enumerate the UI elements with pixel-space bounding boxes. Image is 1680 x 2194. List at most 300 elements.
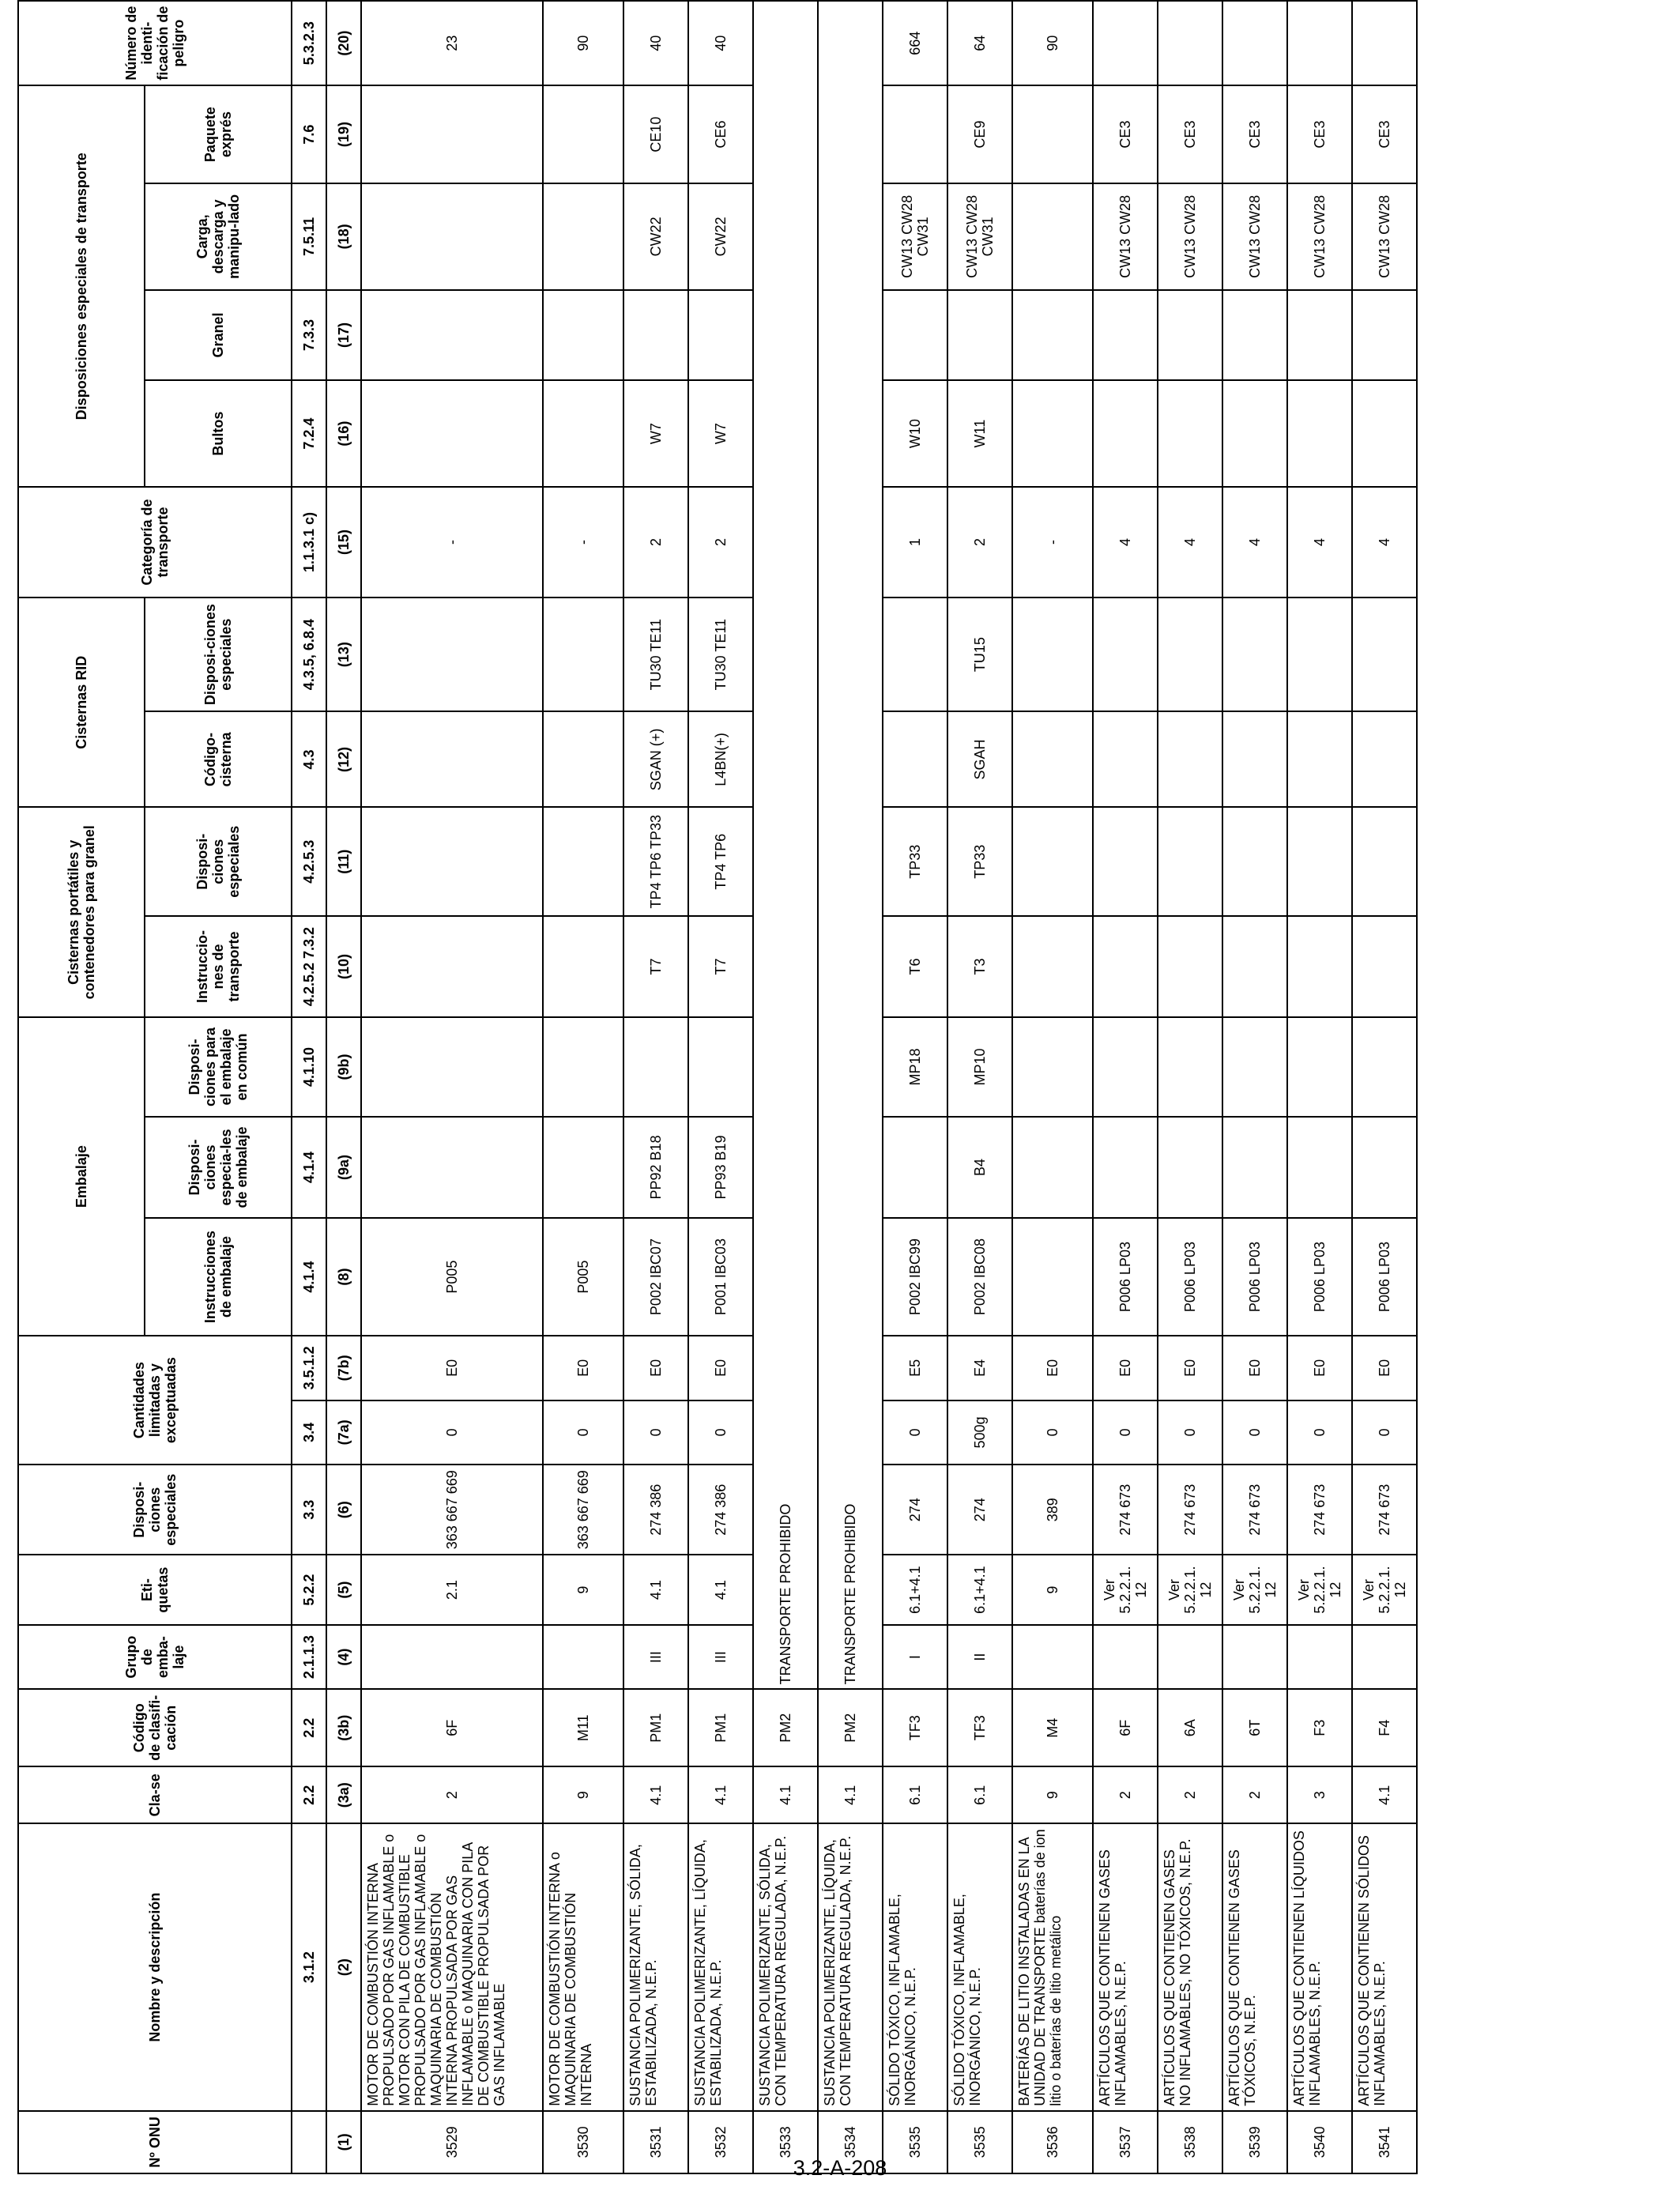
cell-packing-group — [1012, 1625, 1093, 1690]
cell-express — [1012, 85, 1093, 183]
cell-rid-special — [1158, 598, 1222, 711]
cell-class: 4.1 — [818, 1766, 883, 1823]
cell-name-description: MOTOR DE COMBUSTIÓN INTERNA o MAQUINARIA DE COMBUSTIÓN INTERNA — [543, 1823, 623, 2110]
cell-class: 2 — [1222, 1766, 1287, 1823]
header-special-provisions: Disposi-ciones especiales — [18, 1465, 292, 1555]
header-class: Cla-se — [18, 1766, 292, 1823]
cell-limited-quantity: 0 — [1093, 1400, 1158, 1465]
cell-packing-special — [543, 1117, 623, 1218]
table-row — [753, 1, 818, 2173]
cell-packages: W10 — [883, 380, 947, 487]
cell-special-provisions: 363 667 669 — [361, 1465, 543, 1555]
cell-packing-instruction: P002 IBC07 — [623, 1218, 688, 1336]
cell-bulk — [1012, 290, 1093, 380]
dangerous-goods-table — [17, 0, 1418, 2174]
cell-bulk — [688, 290, 753, 380]
cell-tank-special — [1012, 808, 1093, 916]
cell-packing-group: III — [688, 1625, 753, 1690]
cell-bulk — [1158, 290, 1222, 380]
cell-tank-instruction: T7 — [688, 916, 753, 1017]
ref-cell: 2.2 — [292, 1689, 326, 1766]
cell-bulk — [543, 290, 623, 380]
cell-excepted-quantity: E0 — [1093, 1336, 1158, 1400]
cell-un-number: 3536 — [1012, 2111, 1093, 2173]
cell-tank-code — [1158, 711, 1222, 807]
cell-transport-category: 1 — [883, 487, 947, 598]
cell-classification-code: TF3 — [947, 1689, 1012, 1766]
cell-express: CE9 — [947, 85, 1012, 183]
cell-tank-special — [1093, 808, 1158, 916]
table-row — [1158, 1, 1222, 2173]
cell-classification-code: F4 — [1352, 1689, 1417, 1766]
cell-excepted-quantity: E5 — [883, 1336, 947, 1400]
cell-un-number: 3529 — [361, 2111, 543, 2173]
cell-transport-category: 2 — [947, 487, 1012, 598]
cell-tank-instruction — [1352, 916, 1417, 1017]
cell-loading: CW22 — [623, 183, 688, 290]
cell-packing-group: II — [947, 1625, 1012, 1690]
cell-tank-code — [1093, 711, 1158, 807]
table-row — [1352, 1, 1417, 2173]
cell-packing-instruction: P006 LP03 — [1287, 1218, 1352, 1336]
colnum-cell: (17) — [326, 290, 361, 380]
cell-mixed-packing: MP18 — [883, 1017, 947, 1117]
cell-transport-category: 4 — [1093, 487, 1158, 598]
cell-transport-category: - — [543, 487, 623, 598]
cell-loading: CW13 CW28 — [1352, 183, 1417, 290]
table-row — [1222, 1, 1287, 2173]
cell-class: 9 — [543, 1766, 623, 1823]
cell-excepted-quantity: E4 — [947, 1336, 1012, 1400]
cell-tank-special — [1222, 808, 1287, 916]
cell-labels: 2.1 — [361, 1555, 543, 1625]
cell-packing-special: B4 — [947, 1117, 1012, 1218]
ref-cell: 3.1.2 — [292, 1823, 326, 2110]
ref-cell: 7.3.3 — [292, 290, 326, 380]
cell-un-number: 3540 — [1287, 2111, 1352, 2173]
cell-transport-category: 4 — [1222, 487, 1287, 598]
cell-tank-code — [883, 711, 947, 807]
cell-packages — [1222, 380, 1287, 487]
cell-labels: Ver 5.2.2.1. 12 — [1158, 1555, 1222, 1625]
header-mixed-packing: Disposi-ciones para el embalaje en común — [145, 1017, 292, 1117]
cell-mixed-packing — [623, 1017, 688, 1117]
colnum-cell: (10) — [326, 916, 361, 1017]
cell-tank-instruction — [1093, 916, 1158, 1017]
table-row — [1093, 1, 1158, 2173]
cell-packing-instruction: P005 — [543, 1218, 623, 1336]
cell-mixed-packing: MP10 — [947, 1017, 1012, 1117]
cell-packing-instruction: P005 — [361, 1218, 543, 1336]
cell-loading: CW13 CW28 — [1158, 183, 1222, 290]
cell-class: 4.1 — [623, 1766, 688, 1823]
cell-express: CE3 — [1158, 85, 1222, 183]
header-rid-special: Disposi-ciones especiales — [145, 598, 292, 711]
cell-class: 2 — [361, 1766, 543, 1823]
ref-cell: 7.2.4 — [292, 380, 326, 487]
reference-row — [292, 1, 326, 2173]
cell-class: 4.1 — [688, 1766, 753, 1823]
page-number: 3.2-A-208 — [793, 2156, 887, 2180]
cell-un-number: 3530 — [543, 2111, 623, 2173]
cell-labels: 9 — [1012, 1555, 1093, 1625]
colnum-cell: (3a) — [326, 1766, 361, 1823]
cell-classification-code: PM2 — [818, 1689, 883, 1766]
table-row — [947, 1, 1012, 2173]
cell-mixed-packing — [688, 1017, 753, 1117]
cell-un-number: 3532 — [688, 2111, 753, 2173]
cell-transport-category: - — [1012, 487, 1093, 598]
cell-hazard-id — [1222, 1, 1287, 85]
cell-name-description: MOTOR DE COMBUSTIÓN INTERNA PROPULSADO POR GAS INFLAMABLE o MOTOR CON PILA DE COMBUSTIBLE PROPULSADO POR GAS INFLAMABLE o MAQUINARIA DE COMBUSTIÓN INTERNA PROPULSADA POR GAS INFLAMABLE o MAQUINARIA CON PILA DE COMBUSTIBLE PROPULSADA POR GAS INFLAMABLE — [361, 1823, 543, 2110]
colnum-cell: (6) — [326, 1465, 361, 1555]
ref-cell: 4.1.4 — [292, 1218, 326, 1336]
table-row — [361, 1, 543, 2173]
cell-rid-special: TU30 TE11 — [623, 598, 688, 711]
cell-name-description: SÓLIDO TÓXICO, INFLAMABLE, INORGÁNICO, N.E.P. — [883, 1823, 947, 2110]
cell-bulk — [361, 290, 543, 380]
ref-cell: 3.3 — [292, 1465, 326, 1555]
ref-cell: 2.1.1.3 — [292, 1625, 326, 1690]
cell-express — [543, 85, 623, 183]
ref-cell: 5.2.2 — [292, 1555, 326, 1625]
cell-packages: W7 — [688, 380, 753, 487]
cell-mixed-packing — [1222, 1017, 1287, 1117]
header-tank-special: Disposi-ciones especiales — [145, 808, 292, 916]
header-labels: Eti-quetas — [18, 1555, 292, 1625]
transport-prohibited-band: TRANSPORTE PROHIBIDO — [753, 1, 818, 1689]
cell-bulk — [883, 290, 947, 380]
ref-cell: 4.3 — [292, 711, 326, 807]
cell-transport-category: 2 — [623, 487, 688, 598]
cell-packing-special: PP93 B19 — [688, 1117, 753, 1218]
cell-un-number: 3531 — [623, 2111, 688, 2173]
transport-prohibited-band: TRANSPORTE PROHIBIDO — [818, 1, 883, 1689]
cell-tank-instruction: T7 — [623, 916, 688, 1017]
cell-un-number: 3541 — [1352, 2111, 1417, 2173]
cell-bulk — [1093, 290, 1158, 380]
cell-tank-special — [1287, 808, 1352, 916]
cell-name-description: ARTÍCULOS QUE CONTIENEN LÍQUIDOS INFLAMABLES, N.E.P. — [1287, 1823, 1352, 2110]
cell-labels: 4.1 — [688, 1555, 753, 1625]
colnum-cell: (8) — [326, 1218, 361, 1336]
cell-classification-code: M4 — [1012, 1689, 1093, 1766]
cell-tank-special: TP33 — [947, 808, 1012, 916]
cell-packages — [1012, 380, 1093, 487]
cell-excepted-quantity: E0 — [543, 1336, 623, 1400]
cell-packing-group — [1287, 1625, 1352, 1690]
cell-class: 9 — [1012, 1766, 1093, 1823]
cell-hazard-id: 40 — [688, 1, 753, 85]
cell-express: CE3 — [1287, 85, 1352, 183]
cell-tank-code: L4BN(+) — [688, 711, 753, 807]
cell-bulk — [1352, 290, 1417, 380]
header-loading: Carga, descarga y manipu-lado — [145, 183, 292, 290]
cell-limited-quantity: 0 — [883, 1400, 947, 1465]
cell-packing-group: I — [883, 1625, 947, 1690]
cell-loading: CW22 — [688, 183, 753, 290]
cell-tank-instruction — [1287, 916, 1352, 1017]
cell-special-provisions: 274 673 — [1352, 1465, 1417, 1555]
cell-tank-instruction — [543, 916, 623, 1017]
header-express: Paquete exprés — [145, 85, 292, 183]
cell-tank-code — [361, 711, 543, 807]
header-hazard-id: Número de identi-ficación de peligro — [18, 1, 292, 85]
table-row — [688, 1, 753, 2173]
cell-limited-quantity: 0 — [623, 1400, 688, 1465]
cell-tank-special: TP4 TP6 — [688, 808, 753, 916]
cell-bulk — [1287, 290, 1352, 380]
cell-express — [883, 85, 947, 183]
cell-bulk — [623, 290, 688, 380]
cell-packing-group — [361, 1625, 543, 1690]
cell-name-description: ARTÍCULOS QUE CONTIENEN GASES INFLAMABLES, N.E.P. — [1093, 1823, 1158, 2110]
colnum-cell: (20) — [326, 1, 361, 85]
cell-packing-special — [1093, 1117, 1158, 1218]
cell-packing-instruction — [1012, 1218, 1093, 1336]
cell-packing-special — [361, 1117, 543, 1218]
cell-tank-instruction — [1222, 916, 1287, 1017]
ref-cell: 4.1.10 — [292, 1017, 326, 1117]
colnum-cell: (13) — [326, 598, 361, 711]
cell-limited-quantity: 500g — [947, 1400, 1012, 1465]
cell-tank-instruction — [1012, 916, 1093, 1017]
cell-name-description: ARTÍCULOS QUE CONTIENEN GASES NO INFLAMABLES, NO TÓXICOS, N.E.P. — [1158, 1823, 1222, 2110]
column-number-row — [326, 1, 361, 2173]
table-row — [1287, 1, 1352, 2173]
cell-name-description: SUSTANCIA POLIMERIZANTE, LÍQUIDA, CON TEMPERATURA REGULADA, N.E.P. — [818, 1823, 883, 2110]
cell-packages: W7 — [623, 380, 688, 487]
cell-rid-special — [1287, 598, 1352, 711]
header-class-code: Código de clasifi-cación — [18, 1689, 292, 1766]
rotated-table-container — [17, 0, 1408, 2174]
cell-name-description: BATERÍAS DE LITIO INSTALADAS EN LA UNIDAD DE TRANSPORTE baterías de ion litio o baterías de litio metálico — [1012, 1823, 1093, 2110]
cell-labels: 6.1+4.1 — [947, 1555, 1012, 1625]
ref-cell: 7.5.11 — [292, 183, 326, 290]
cell-express: CE6 — [688, 85, 753, 183]
cell-tank-instruction — [361, 916, 543, 1017]
cell-packing-instruction: P006 LP03 — [1222, 1218, 1287, 1336]
header-limited-excepted: Cantidades limitadas y exceptuadas — [18, 1336, 292, 1465]
cell-tank-code: SGAH — [947, 711, 1012, 807]
cell-mixed-packing — [361, 1017, 543, 1117]
cell-loading: CW13 CW28 — [1093, 183, 1158, 290]
cell-limited-quantity: 0 — [1287, 1400, 1352, 1465]
cell-labels: Ver 5.2.2.1. 12 — [1287, 1555, 1352, 1625]
cell-classification-code: TF3 — [883, 1689, 947, 1766]
cell-limited-quantity: 0 — [1352, 1400, 1417, 1465]
cell-tank-code — [1287, 711, 1352, 807]
cell-packages — [1093, 380, 1158, 487]
cell-express: CE3 — [1093, 85, 1158, 183]
cell-limited-quantity: 0 — [1158, 1400, 1222, 1465]
cell-limited-quantity: 0 — [688, 1400, 753, 1465]
cell-express: CE3 — [1222, 85, 1287, 183]
cell-packing-special — [1158, 1117, 1222, 1218]
cell-special-provisions: 274 — [883, 1465, 947, 1555]
cell-special-provisions: 389 — [1012, 1465, 1093, 1555]
cell-packing-special — [1352, 1117, 1417, 1218]
cell-labels: Ver 5.2.2.1. 12 — [1352, 1555, 1417, 1625]
cell-packing-instruction: P002 IBC99 — [883, 1218, 947, 1336]
cell-hazard-id — [1158, 1, 1222, 85]
cell-excepted-quantity: E0 — [623, 1336, 688, 1400]
cell-express: CE3 — [1352, 85, 1417, 183]
cell-tank-special — [1352, 808, 1417, 916]
table-row — [818, 1, 883, 2173]
cell-mixed-packing — [1352, 1017, 1417, 1117]
colnum-cell: (12) — [326, 711, 361, 807]
cell-classification-code: M11 — [543, 1689, 623, 1766]
cell-name-description: SUSTANCIA POLIMERIZANTE, SÓLIDA, CON TEMPERATURA REGULADA, N.E.P. — [753, 1823, 818, 2110]
cell-hazard-id — [1352, 1, 1417, 85]
cell-rid-special — [883, 598, 947, 711]
colnum-cell: (1) — [326, 2111, 361, 2173]
cell-packing-instruction: P001 IBC03 — [688, 1218, 753, 1336]
cell-loading: CW13 CW28 CW31 — [883, 183, 947, 290]
colnum-cell: (9b) — [326, 1017, 361, 1117]
cell-limited-quantity: 0 — [1012, 1400, 1093, 1465]
cell-name-description: ARTÍCULOS QUE CONTIENEN SÓLIDOS INFLAMABLES, N.E.P. — [1352, 1823, 1417, 2110]
cell-packing-special: PP92 B18 — [623, 1117, 688, 1218]
cell-rid-special: TU30 TE11 — [688, 598, 753, 711]
cell-class: 6.1 — [947, 1766, 1012, 1823]
cell-tank-code — [1352, 711, 1417, 807]
table-body — [361, 1, 1417, 2173]
cell-loading — [1012, 183, 1093, 290]
cell-packages — [1158, 380, 1222, 487]
cell-classification-code: 6T — [1222, 1689, 1287, 1766]
cell-special-provisions: 363 667 669 — [543, 1465, 623, 1555]
cell-excepted-quantity: E0 — [1222, 1336, 1287, 1400]
cell-mixed-packing — [1287, 1017, 1352, 1117]
cell-excepted-quantity: E0 — [1352, 1336, 1417, 1400]
cell-tank-special: TP33 — [883, 808, 947, 916]
cell-classification-code: PM2 — [753, 1689, 818, 1766]
cell-hazard-id — [1287, 1, 1352, 85]
header-portable-tanks: Cisternas portátiles y contenedores para granel — [18, 808, 145, 1018]
colnum-cell: (19) — [326, 85, 361, 183]
colnum-cell: (5) — [326, 1555, 361, 1625]
cell-packing-special — [883, 1117, 947, 1218]
cell-classification-code: PM1 — [688, 1689, 753, 1766]
cell-transport-category: 4 — [1287, 487, 1352, 598]
cell-name-description: SUSTANCIA POLIMERIZANTE, SÓLIDA, ESTABILIZADA, N.E.P. — [623, 1823, 688, 2110]
cell-tank-special — [543, 808, 623, 916]
colnum-cell: (3b) — [326, 1689, 361, 1766]
cell-tank-instruction: T3 — [947, 916, 1012, 1017]
cell-excepted-quantity: E0 — [1287, 1336, 1352, 1400]
cell-transport-category: 4 — [1352, 487, 1417, 598]
cell-un-number: 3534 — [818, 2111, 883, 2173]
cell-packing-instruction: P006 LP03 — [1352, 1218, 1417, 1336]
colnum-cell: (4) — [326, 1625, 361, 1690]
cell-packing-special — [1287, 1117, 1352, 1218]
colnum-cell: (18) — [326, 183, 361, 290]
cell-classification-code: 6A — [1158, 1689, 1222, 1766]
cell-classification-code: F3 — [1287, 1689, 1352, 1766]
cell-rid-special — [1222, 598, 1287, 711]
header-bulk: Granel — [145, 290, 292, 380]
cell-un-number: 3537 — [1093, 2111, 1158, 2173]
table-row — [883, 1, 947, 2173]
cell-rid-special — [1012, 598, 1093, 711]
cell-tank-code — [543, 711, 623, 807]
cell-special-provisions: 274 673 — [1158, 1465, 1222, 1555]
ref-cell: 3.4 — [292, 1400, 326, 1465]
cell-labels: 4.1 — [623, 1555, 688, 1625]
cell-packing-special — [1222, 1117, 1287, 1218]
header-special-transport: Disposiciones especiales de transporte — [18, 85, 145, 487]
table-row — [623, 1, 688, 2173]
cell-mixed-packing — [543, 1017, 623, 1117]
cell-hazard-id — [1093, 1, 1158, 85]
colnum-cell: (16) — [326, 380, 361, 487]
cell-packages — [1287, 380, 1352, 487]
ref-cell: 4.2.5.2 7.3.2 — [292, 916, 326, 1017]
cell-packing-special — [1012, 1117, 1093, 1218]
cell-mixed-packing — [1012, 1017, 1093, 1117]
cell-special-provisions: 274 386 — [623, 1465, 688, 1555]
cell-loading — [361, 183, 543, 290]
cell-rid-special — [361, 598, 543, 711]
cell-hazard-id: 90 — [1012, 1, 1093, 85]
cell-un-number: 3539 — [1222, 2111, 1287, 2173]
cell-tank-special — [361, 808, 543, 916]
cell-tank-instruction: T6 — [883, 916, 947, 1017]
cell-special-provisions: 274 386 — [688, 1465, 753, 1555]
cell-un-number: 3535 — [883, 2111, 947, 2173]
cell-special-provisions: 274 673 — [1222, 1465, 1287, 1555]
cell-express: CE10 — [623, 85, 688, 183]
cell-un-number: 3533 — [753, 2111, 818, 2173]
cell-un-number: 3535 — [947, 2111, 1012, 2173]
cell-rid-special: TU15 — [947, 598, 1012, 711]
cell-limited-quantity: 0 — [361, 1400, 543, 1465]
cell-packing-instruction: P006 LP03 — [1158, 1218, 1222, 1336]
header-rid-tanks: Cisternas RID — [18, 598, 145, 808]
cell-excepted-quantity: E0 — [1012, 1336, 1093, 1400]
colnum-cell: (2) — [326, 1823, 361, 2110]
cell-packing-group — [543, 1625, 623, 1690]
ref-cell: 4.1.4 — [292, 1117, 326, 1218]
header-name: Nombre y descripción — [18, 1823, 292, 2110]
header-transport-category: Categoría de transporte — [18, 487, 292, 598]
cell-hazard-id: 23 — [361, 1, 543, 85]
table-row — [543, 1, 623, 2173]
header-un-no: Nº ONU — [18, 2111, 292, 2173]
cell-hazard-id: 664 — [883, 1, 947, 85]
ref-cell: 3.5.1.2 — [292, 1336, 326, 1400]
cell-class: 3 — [1287, 1766, 1352, 1823]
cell-packing-instruction: P006 LP03 — [1093, 1218, 1158, 1336]
cell-tank-code — [1012, 711, 1093, 807]
cell-special-provisions: 274 — [947, 1465, 1012, 1555]
cell-limited-quantity: 0 — [543, 1400, 623, 1465]
cell-name-description: ARTÍCULOS QUE CONTIENEN GASES TÓXICOS, N.E.P. — [1222, 1823, 1287, 2110]
cell-tank-code: SGAN (+) — [623, 711, 688, 807]
cell-tank-special — [1158, 808, 1222, 916]
table-row — [1012, 1, 1093, 2173]
cell-bulk — [1222, 290, 1287, 380]
cell-rid-special — [1093, 598, 1158, 711]
header-packing-instructions: Instrucciones de embalaje — [145, 1218, 292, 1336]
colnum-cell: (7b) — [326, 1336, 361, 1400]
cell-packing-group — [1093, 1625, 1158, 1690]
cell-labels: 9 — [543, 1555, 623, 1625]
colnum-cell: (7a) — [326, 1400, 361, 1465]
cell-class: 4.1 — [1352, 1766, 1417, 1823]
